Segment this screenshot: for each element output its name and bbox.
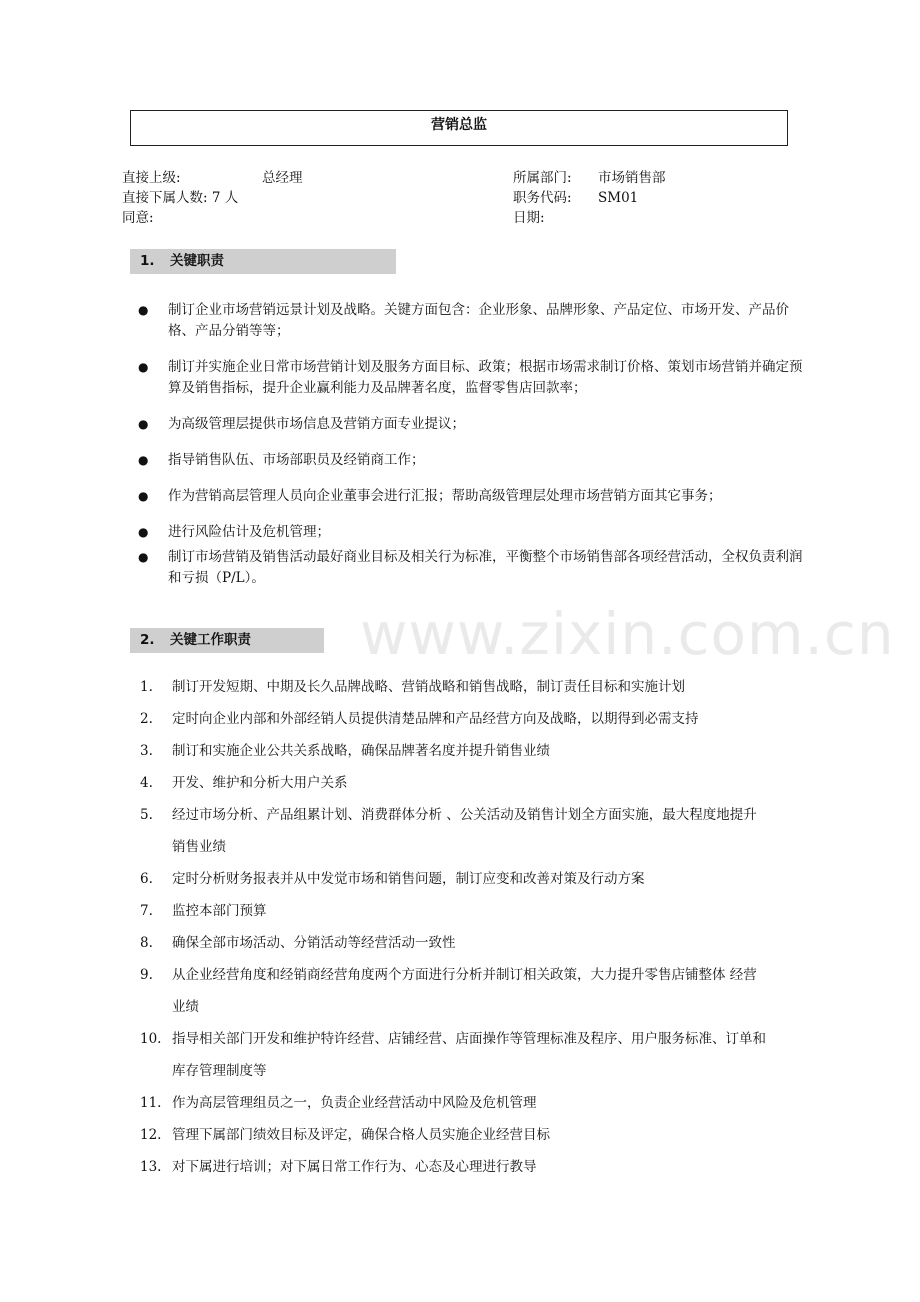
list-item: 2. 定时向企业内部和外部经销人员提供清楚品牌和产品经营方向及战略，以期得到必需支持 xyxy=(140,711,699,727)
list-item: ● 制订市场营销及销售活动最好商业目标及相关行为标准，平衡整个市场销售部各项经营活动，全权负责利润和亏损（P/L）。 xyxy=(138,549,803,586)
department-value: 市场销售部 xyxy=(598,170,666,186)
list-item: 9. 从企业经营角度和经销商经营角度两个方面进行分析并制订相关政策，大力提升零售店铺整体 经营业绩 xyxy=(140,967,757,1015)
list-item: 6. 定时分析财务报表并从中发觉市场和销售问题，制订应变和改善对策及行动方案 xyxy=(140,871,645,887)
bullet-icon: ● xyxy=(138,303,149,317)
list-item: 13. 对下属进行培训；对下属日常工作行为、心态及心理进行教导 xyxy=(140,1159,537,1175)
section-number: 2. xyxy=(140,632,155,648)
list-item: 5. 经过市场分析、产品组累计划、消费群体分析 、公关活动及销售计划全方面实施，最大程度地提升销售业绩 xyxy=(140,807,757,855)
section-number: 1. xyxy=(140,253,155,269)
list-item: 12. 管理下属部门绩效目标及评定，确保合格人员实施企业经营目标 xyxy=(140,1127,550,1143)
list-item: 8. 确保全部市场活动、分销活动等经营活动一致性 xyxy=(140,935,456,951)
task-list xyxy=(130,671,810,1183)
section-key-responsibilities xyxy=(130,249,396,274)
list-item: ● 为高级管理层提供市场信息及营销方面专业提议； xyxy=(130,414,810,435)
section-title: 关键工作职责 xyxy=(170,632,251,648)
section-title: 关键职责 xyxy=(170,253,224,269)
list-item: 10. 指导相关部门开发和维护特许经营、店铺经营、店面操作等管理标准及程序、用户服务标准、订单和库存管理制度等 xyxy=(140,1031,766,1079)
bullet-icon: ● xyxy=(138,360,149,374)
approval-label: 同意: xyxy=(122,210,154,226)
supervisor-label: 直接上级: xyxy=(122,170,181,186)
list-item: 3. 制订和实施企业公共关系战略，确保品牌著名度并提升销售业绩 xyxy=(140,743,550,759)
page-title: 营销总监 xyxy=(130,110,788,146)
section-key-work-duties xyxy=(130,628,324,653)
list-item: 1. 制订开发短期、中期及长久品牌战略、营销战略和销售战略，制订责任目标和实施计划 xyxy=(140,679,685,695)
list-item: 7. 监控本部门预算 xyxy=(140,903,267,919)
job-code-label: 职务代码: xyxy=(513,190,572,206)
list-item: 4. 开发、维护和分析大用户关系 xyxy=(140,775,348,791)
bullet-icon: ● xyxy=(138,489,149,503)
job-code-value: SM01 xyxy=(598,190,639,206)
date-label: 日期: xyxy=(513,210,545,226)
subordinates-count: 直接下属人数: 7 人 xyxy=(122,190,239,206)
department-label: 所属部门: xyxy=(513,170,572,186)
bullet-icon: ● xyxy=(138,453,149,467)
list-item: ● 进行风险估计及危机管理； xyxy=(130,522,810,543)
responsibility-list xyxy=(130,300,810,589)
bullet-icon: ● xyxy=(138,525,149,539)
list-item: ● 制订并实施企业日常市场营销计划及服务方面目标、政策；根据市场需求制订价格、策划市场营销并确定预算及销售指标，提升企业赢利能力及品牌著名度，监督零售店回款率； xyxy=(138,359,803,396)
list-item: ● 制订企业市场营销远景计划及战略。关键方面包含：企业形象、品牌形象、产品定位、市场开发、产品价格、产品分销等等； xyxy=(138,302,789,339)
supervisor-value: 总经理 xyxy=(262,170,303,186)
watermark: www.zixin.com.cn xyxy=(360,600,895,668)
bullet-icon: ● xyxy=(138,417,149,431)
list-item: ● 作为营销高层管理人员向企业董事会进行汇报；帮助高级管理层处理市场营销方面其它事务； xyxy=(130,486,810,507)
list-item: ● 指导销售队伍、市场部职员及经销商工作； xyxy=(130,450,810,471)
bullet-icon: ● xyxy=(138,550,149,564)
list-item: 11. 作为高层管理组员之一，负责企业经营活动中风险及危机管理 xyxy=(140,1095,537,1111)
